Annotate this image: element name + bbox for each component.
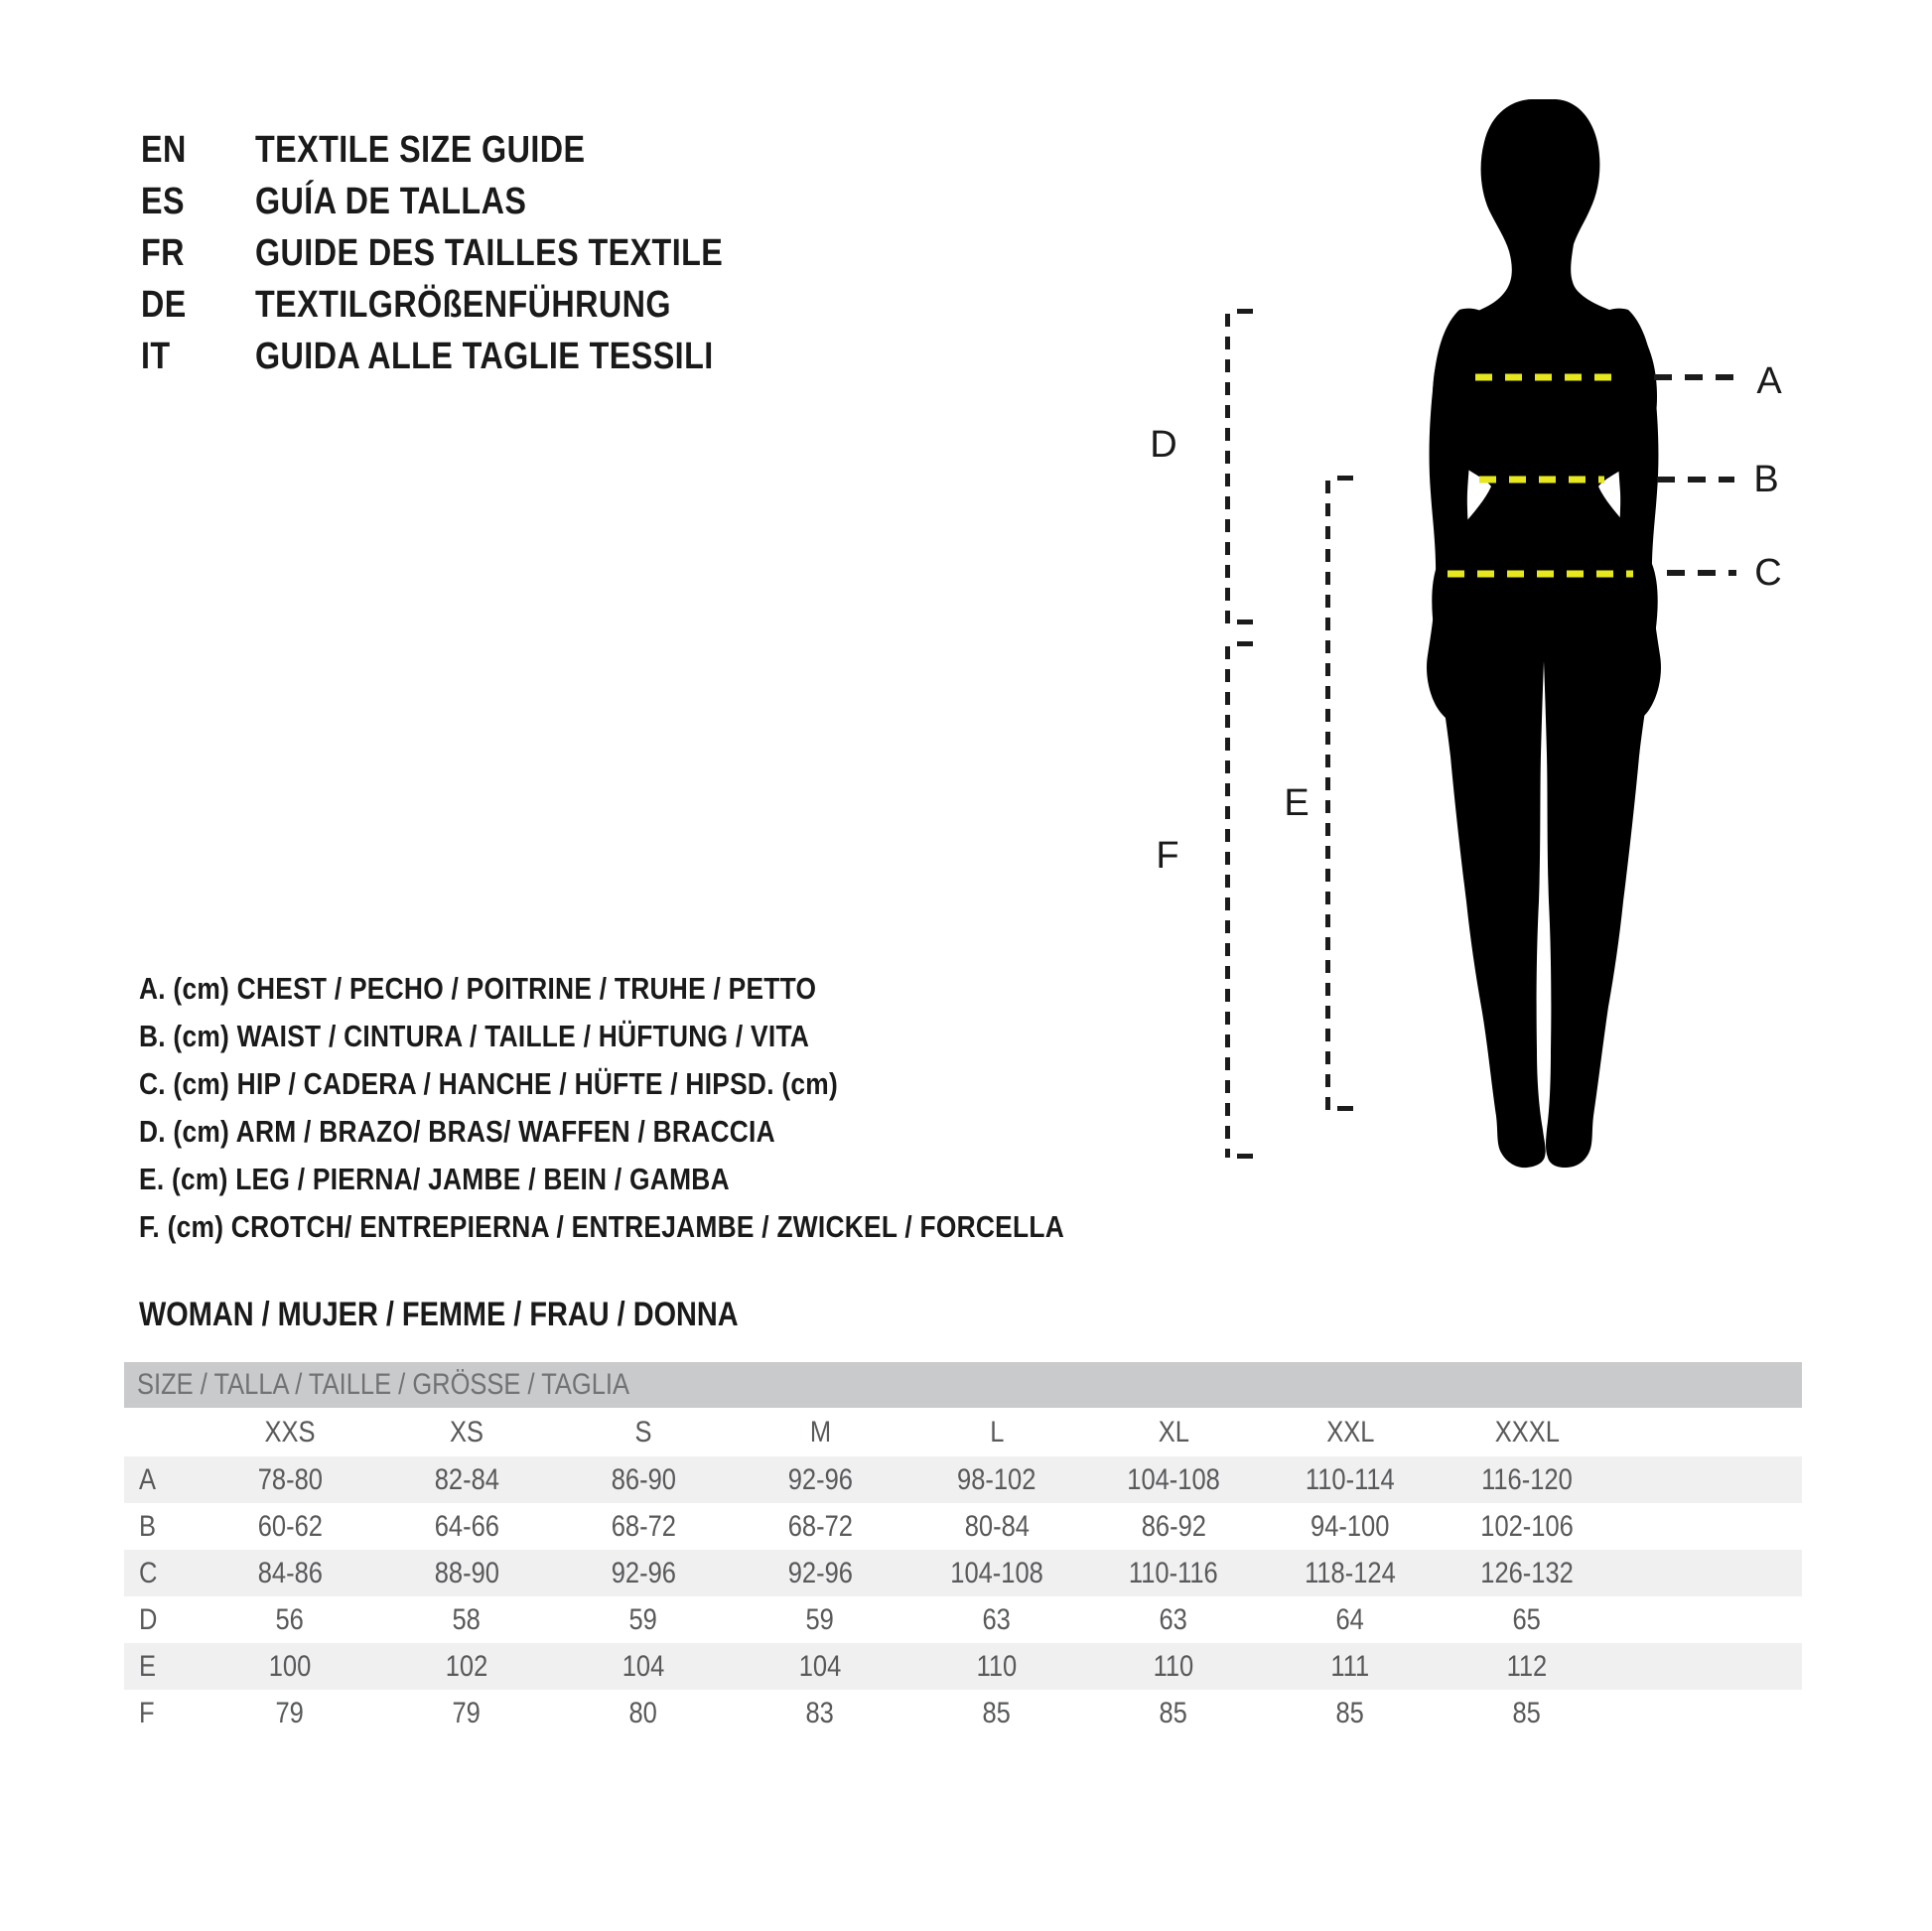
cell-E-L: 110 [976,1649,1018,1683]
measurement-legend [139,965,1227,1251]
size-column-headers [124,1408,1802,1456]
cell-A-XXL: 110-114 [1306,1462,1395,1496]
cell-C-S: 92-96 [611,1556,676,1589]
arm-measure-tick-bottom [1237,620,1253,624]
measurement-legend-row-E: E. (cm) LEG / PIERNA/ JAMBE / BEIN / GAMBA [139,1162,730,1196]
language-code: DE [141,284,187,326]
language-title: GUIDE DES TAILLES TEXTILE [255,232,724,274]
label-leg-E: E [1284,782,1310,824]
language-row [141,331,805,382]
section-heading-woman [139,1291,844,1338]
measurement-legend-row-A: A. (cm) CHEST / PECHO / POITRINE / TRUHE / PETTO [139,971,817,1006]
waist-pointer-dash [1657,477,1734,483]
language-row [141,176,805,227]
cell-B-XXXL: 102-106 [1480,1509,1574,1543]
leg-measure-tick-bottom [1337,1106,1353,1111]
table-row-A [124,1456,1802,1503]
cell-F-L: 85 [982,1696,1012,1729]
label-hip-C: C [1754,552,1782,594]
size-header-S: S [634,1415,652,1448]
cell-A-XXXL: 116-120 [1481,1462,1573,1496]
size-header-XXS: XXS [264,1415,316,1448]
size-table-header-band [124,1362,1802,1408]
label-crotch-F: F [1156,835,1179,877]
language-row [141,124,805,176]
row-label-A: A [139,1462,157,1496]
row-label-C: C [139,1556,158,1589]
cell-F-M: 83 [805,1696,835,1729]
table-row-B [124,1503,1802,1550]
measurement-legend-row-F: F. (cm) CROTCH/ ENTREPIERNA / ENTREJAMBE / ZWICKEL / FORCELLA [139,1209,1064,1244]
size-header-XXXL: XXXL [1494,1415,1560,1448]
cell-D-XXXL: 65 [1512,1602,1542,1636]
cell-F-XL: 85 [1159,1696,1188,1729]
crotch-measure-line [1225,646,1230,1158]
cell-F-XXL: 85 [1335,1696,1365,1729]
cell-B-XL: 86-92 [1141,1509,1206,1543]
size-header-M: M [809,1415,831,1448]
measurement-legend-row-B: B. (cm) WAIST / CINTURA / TAILLE / HÜFTUNG / VITA [139,1019,810,1053]
cell-B-XXL: 94-100 [1311,1509,1390,1543]
row-label-E: E [139,1649,157,1683]
cell-C-XXL: 118-124 [1305,1556,1396,1589]
crotch-measure-tick-bottom [1237,1154,1253,1159]
cell-E-XXL: 111 [1330,1649,1370,1683]
cell-E-XXXL: 112 [1506,1649,1548,1683]
size-table-body [124,1456,1802,1736]
size-header-L: L [989,1415,1005,1448]
label-waist-B: B [1753,459,1779,500]
cell-D-M: 59 [805,1602,835,1636]
cell-B-M: 68-72 [787,1509,853,1543]
cell-C-L: 104-108 [950,1556,1043,1589]
row-label-D: D [139,1602,158,1636]
cell-E-S: 104 [621,1649,665,1683]
cell-C-XXXL: 126-132 [1480,1556,1574,1589]
row-label-F: F [139,1696,155,1729]
cell-D-S: 59 [628,1602,658,1636]
section-heading-woman-text: WOMAN / MUJER / FEMME / FRAU / DONNA [139,1296,739,1333]
measurement-legend-row-D: D. (cm) ARM / BRAZO/ BRAS/ WAFFEN / BRACCIA [139,1114,775,1149]
language-title: GUÍA DE TALLAS [255,181,527,222]
hip-pointer-dash [1667,570,1736,576]
language-code: EN [141,129,187,171]
table-row-D [124,1596,1802,1643]
size-header-XS: XS [449,1415,484,1448]
arm-measure-tick-top [1237,309,1253,314]
woman-silhouette-diagram [1418,99,1676,1176]
cell-E-XL: 110 [1153,1649,1194,1683]
woman-silhouette-body [1432,99,1657,1168]
size-header-XXL: XXL [1325,1415,1375,1448]
language-title: TEXTILE SIZE GUIDE [255,129,586,171]
row-label-B: B [139,1509,157,1543]
size-header-XL: XL [1158,1415,1189,1448]
cell-A-L: 98-102 [957,1462,1036,1496]
cell-A-M: 92-96 [787,1462,853,1496]
cell-B-XS: 64-66 [434,1509,499,1543]
label-arm-D: D [1150,424,1177,466]
cell-E-XS: 102 [445,1649,488,1683]
label-chest-A: A [1756,360,1782,402]
cell-F-XXS: 79 [275,1696,305,1729]
cell-A-XXS: 78-80 [257,1462,323,1496]
cell-B-XXS: 60-62 [257,1509,323,1543]
cell-F-XS: 79 [452,1696,482,1729]
cell-C-XS: 88-90 [434,1556,499,1589]
cell-A-XS: 82-84 [434,1462,499,1496]
leg-measure-line [1325,481,1330,1110]
cell-C-M: 92-96 [787,1556,853,1589]
language-title: GUIDA ALLE TAGLIE TESSILI [255,336,714,377]
language-title: TEXTILGRÖßENFÜHRUNG [255,284,671,326]
cell-F-XXXL: 85 [1512,1696,1542,1729]
size-table [124,1362,1802,1736]
language-row [141,227,805,279]
table-row-E [124,1643,1802,1690]
language-code: FR [141,232,185,274]
cell-A-XL: 104-108 [1127,1462,1220,1496]
cell-D-XS: 58 [452,1602,482,1636]
language-code: IT [141,336,171,377]
cell-D-XXL: 64 [1335,1602,1365,1636]
cell-D-XXS: 56 [275,1602,305,1636]
cell-F-S: 80 [628,1696,658,1729]
chest-pointer-dash [1654,374,1733,380]
cell-C-XXS: 84-86 [257,1556,323,1589]
crotch-measure-tick-top [1237,641,1253,646]
language-list [141,124,805,382]
leg-measure-tick-top [1337,476,1353,481]
table-row-F [124,1690,1802,1736]
cell-E-XXS: 100 [268,1649,312,1683]
table-row-C [124,1550,1802,1596]
size-table-header-text: SIZE / TALLA / TAILLE / GRÖSSE / TAGLIA [137,1368,630,1401]
measurement-legend-row-C: C. (cm) HIP / CADERA / HANCHE / HÜFTE / HIPSD. (cm) [139,1066,839,1101]
cell-A-S: 86-90 [611,1462,676,1496]
cell-D-L: 63 [982,1602,1012,1636]
cell-B-S: 68-72 [611,1509,676,1543]
cell-B-L: 80-84 [964,1509,1030,1543]
cell-D-XL: 63 [1159,1602,1188,1636]
cell-C-XL: 110-116 [1129,1556,1218,1589]
language-row [141,279,805,331]
arm-measure-line [1225,314,1230,623]
language-code: ES [141,181,185,222]
cell-E-M: 104 [798,1649,842,1683]
